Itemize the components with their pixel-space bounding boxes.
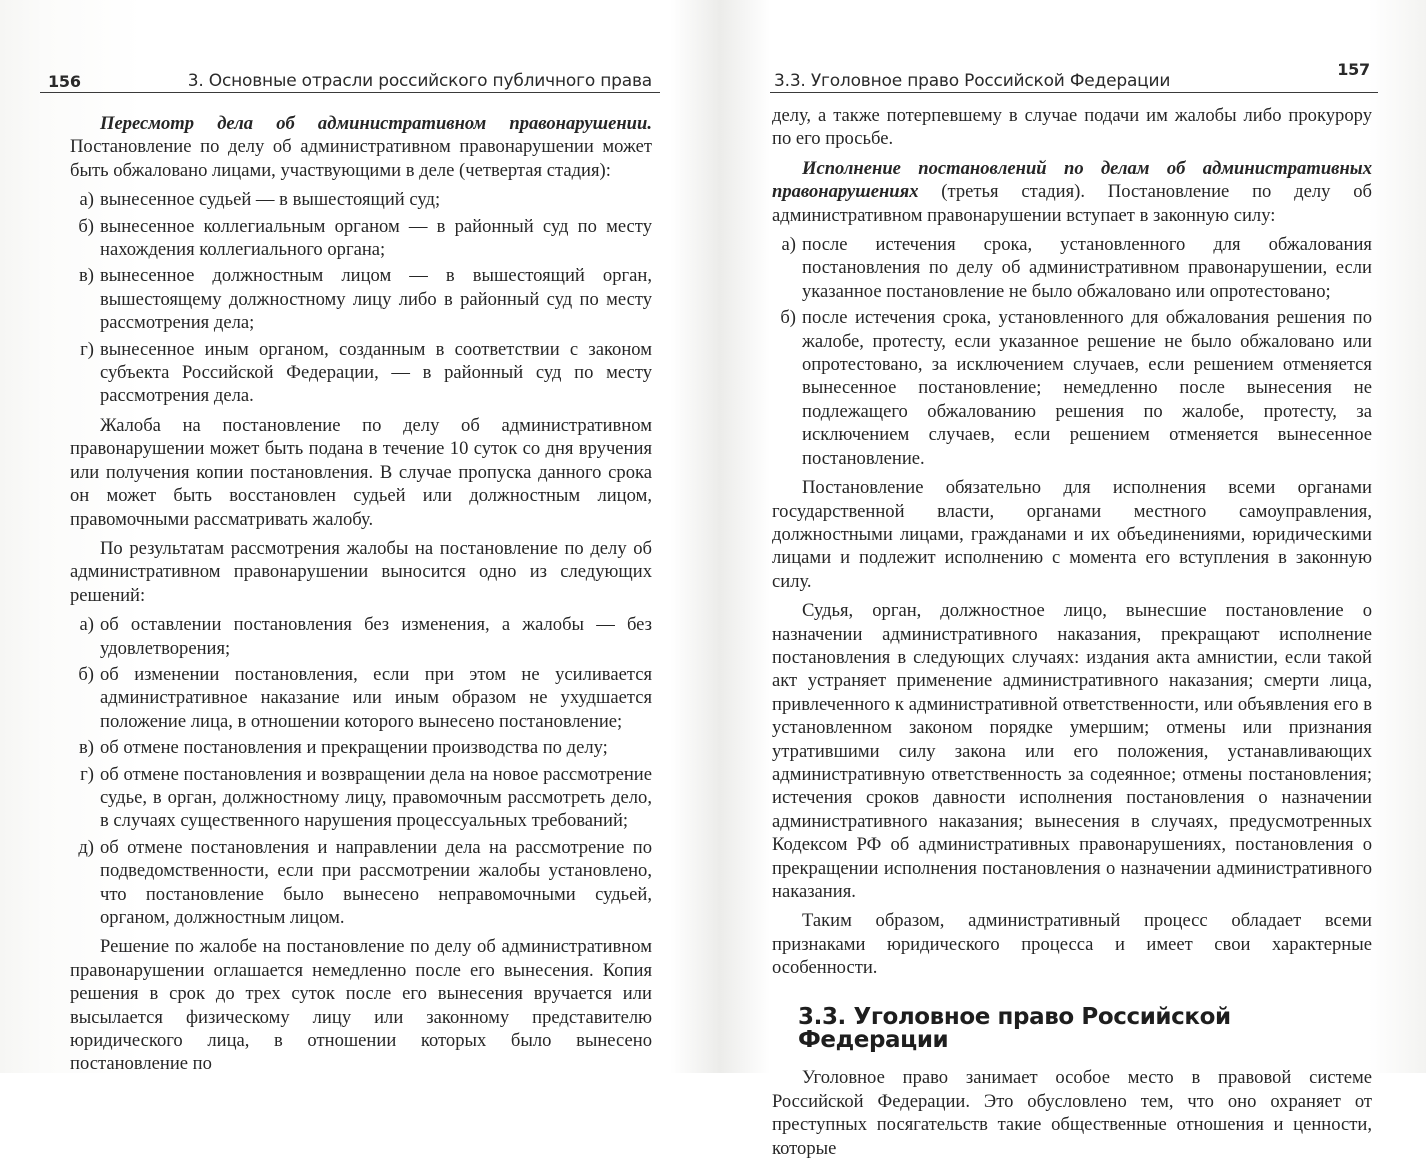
list-item-text: вынесенное иным органом, созданным в соответствии с законом субъекта Российской Федерации, — в районный суд по месту рассмотрения дела.	[100, 338, 652, 407]
conclusion-paragraph: Таким образом, административный процесс обладает всеми признаками юридического процесса и имеет свои характерные особенности.	[772, 910, 1372, 979]
left-running-head	[40, 58, 660, 93]
execution-intro: (третья стадия). Постановление по делу об административном правонарушении вступает в законную силу:	[772, 181, 1372, 226]
decisions-list	[70, 613, 652, 929]
left-body-text	[70, 112, 652, 1082]
criminal-law-intro-paragraph: Уголовное право занимает особое место в правовой системе Российской Федерации. Это обусловлено тем, что оно охраняет от преступных посягательств такие общественные отношения и ценности, которые	[772, 1067, 1372, 1159]
list-item-text: вынесенное должностным лицом — в вышестоящий орган, вышестоящему должностному лицу либо в районный суд по месту рассмотрения дела;	[100, 265, 652, 334]
binding-paragraph: Постановление обязательно для исполнения всеми органами государственной власти, органами местного самоуправления, должностными лицами, гражданами и их объединениями, юридическими лицами и подлежит исполнению с момента его вступления в законную силу.	[772, 477, 1372, 592]
list-item-text: после истечения срока, установленного для обжалования решения по жалобе, протесту, если указанное решение не было обжаловано или опротестовано, за исключением случаев, если решением отменяется вынесенное постановление; немедленно после вынесения не подлежащего обжалованию решения по жалобе, протесту, за исключением случаев, если решением отменяется вынесенное постановление.	[802, 307, 1372, 469]
list-item	[70, 264, 652, 334]
list-marker: б)	[78, 215, 94, 237]
list-item	[70, 215, 652, 262]
execution-title: Исполнение постановлений по делам об административных правонарушениях	[772, 157, 1372, 203]
list-item	[772, 233, 1372, 303]
list-marker: б)	[780, 307, 796, 329]
list-item	[772, 306, 1372, 470]
list-item	[70, 736, 652, 759]
right-running-head	[770, 58, 1378, 93]
right-body-text	[772, 104, 1372, 1166]
list-marker: в)	[79, 737, 94, 759]
list-item-text: об отмене постановления и прекращении производства по делу;	[100, 737, 608, 759]
decision-delivery-paragraph: Решение по жалобе на постановление по делу об административном правонарушении оглашается немедленно после его вынесения. Копия решения в срок до трех суток после его вынесения вручается или высылается физическому лицу или законному представителю юридического лица, в отношении которых было вынесено постановление по	[70, 936, 652, 1075]
appeal-list	[70, 188, 652, 408]
list-marker: г)	[80, 763, 94, 785]
list-item	[70, 663, 652, 733]
right-page	[770, 0, 1378, 1159]
list-item-text: вынесенное судьей — в вышестоящий суд;	[100, 189, 441, 211]
list-item-text: об отмене постановления и направлении дела на рассмотрение по подведомственности, если при рассмотрении жалобы установлено, что постановление было вынесено неправомочными судьей, органом, должностным лицом.	[100, 836, 652, 928]
list-marker: в)	[79, 265, 94, 287]
list-item	[70, 188, 652, 211]
section-heading: 3.3. Уголовное право Российской Федерации	[798, 1003, 1231, 1054]
list-item-text: об оставлении постановления без изменения, а жалобы — без удовлетворения;	[100, 614, 652, 659]
complaint-paragraph: Жалоба на постановление по делу об административном правонарушении может быть подана в течение 10 суток со дня вручения или получения копии постановления. В случае пропуска данного срока он может быть восстановлен судьей или должностным лицом, правомочными рассматривать жалобу.	[70, 414, 652, 530]
left-page-number: 156	[48, 72, 81, 91]
left-page	[40, 0, 660, 1073]
list-marker: б)	[78, 663, 94, 685]
list-marker: а)	[79, 614, 94, 636]
list-marker: а)	[79, 189, 94, 211]
execution-paragraph	[772, 157, 1372, 227]
review-title: Пересмотр дела об административном правонарушении.	[100, 113, 652, 134]
list-item	[70, 338, 652, 408]
list-marker: д)	[78, 836, 94, 858]
list-item	[70, 836, 652, 930]
right-running-head-title: 3.3. Уголовное право Российской Федерации	[774, 71, 1171, 91]
list-marker: а)	[781, 234, 796, 256]
list-item-text: об изменении постановления, если при этом не усиливается административное наказание или иным образом не ухудшается положение лица, в отношении которого вынесено постановление;	[100, 663, 652, 732]
list-marker: г)	[80, 338, 94, 360]
continuation-paragraph: делу, а также потерпевшему в случае подачи им жалобы либо прокурору по его просьбе.	[772, 105, 1372, 150]
list-item	[70, 763, 652, 833]
review-intro: Постановление по делу об административном правонарушении может быть обжаловано лицами, участвующими в деле (четвертая стадия):	[70, 136, 652, 181]
termination-paragraph: Судья, орган, должностное лицо, вынесшие постановление о назначении административного наказания, прекращают исполнение постановления в следующих случаях: издания акта амнистии, если такой акт устраняет применение административного наказания; смерти лица, привлеченного к административной ответственности, или объявления его в установленном законом порядке умершим; отмены или признания утратившими силу закона или его положения, устанавливающих административную ответственность за содеянное; отмены постановления; истечения сроков давности исполнения постановления о назначении административного наказания; вынесения в случаях, предусмотренных Кодексом РФ об административных правонарушениях, постановления о прекращении исполнения постановления о назначении административного наказания.	[772, 600, 1372, 902]
list-item-text: вынесенное коллегиальным органом — в районный суд по месту нахождения коллегиального органа;	[100, 215, 652, 261]
list-item-text: об отмене постановления и возвращении дела на новое рассмотрение судье, в орган, должностному лицу, правомочным рассмотреть дело, в случаях существенного нарушения процессуальных требований;	[100, 763, 652, 832]
list-item-text: после истечения срока, установленного для обжалования постановления по делу об административном правонарушении, если указанное постановление не было обжаловано или опротестовано;	[802, 234, 1372, 302]
right-page-number: 157	[1337, 60, 1370, 79]
left-running-head-title: 3. Основные отрасли российского публичного права	[187, 71, 652, 91]
list-item	[70, 613, 652, 660]
review-paragraph	[70, 112, 652, 182]
decisions-intro: По результатам рассмотрения жалобы на постановление по делу об административном правонарушении выносится одно из следующих решений:	[70, 537, 652, 606]
execution-list	[772, 233, 1372, 470]
